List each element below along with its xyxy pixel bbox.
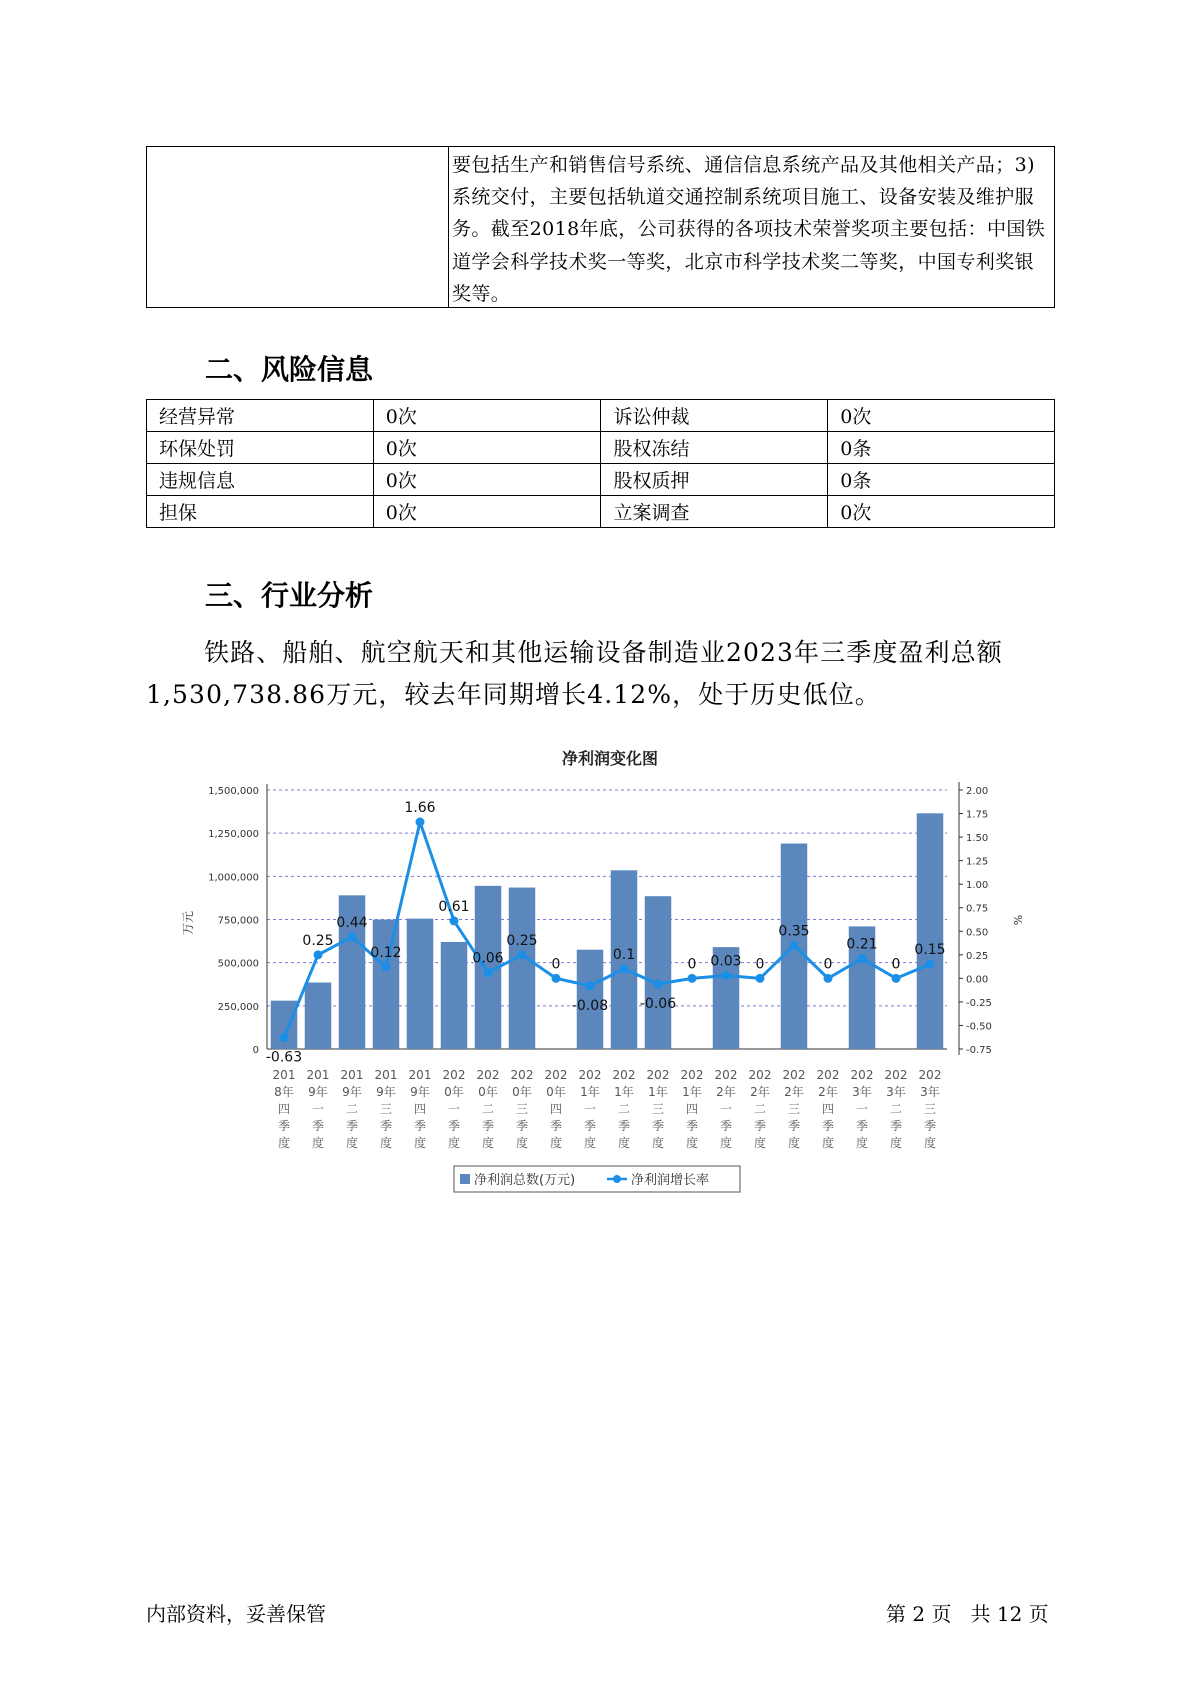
risk-value: 0次 (828, 496, 1055, 528)
y-tick-label: 250,000 (217, 1001, 259, 1013)
y2-tick-label: 0.00 (966, 974, 989, 986)
data-label: 0.12 (370, 945, 402, 962)
growth-rate-point (450, 916, 459, 925)
footer-confidential: 内部资料，妥善保管 (146, 1602, 326, 1626)
intro-line: 要包括生产和销售信号系统、通信信息系统产品及其他相关产品；3) (452, 154, 1035, 176)
data-label: 0 (551, 956, 561, 973)
x-tick-label: 季 (753, 1119, 767, 1133)
bar (509, 888, 536, 1049)
intro-line: 系统交付，主要包括轨道交通控制系统项目施工、设备安装及维护服 (452, 186, 1035, 209)
data-label: 0.61 (438, 898, 470, 915)
x-tick-label: 202 (476, 1068, 500, 1082)
bar (305, 983, 332, 1049)
y-tick-label: 1,000,000 (208, 872, 259, 884)
x-tick-label: 度 (685, 1136, 699, 1150)
growth-rate-point (416, 818, 425, 827)
x-tick-label: 201 (306, 1068, 330, 1082)
x-tick-label: 202 (748, 1068, 772, 1082)
data-label: 0.35 (778, 923, 810, 940)
x-tick-label: 度 (651, 1136, 665, 1150)
risk-label: 违规信息 (147, 464, 374, 496)
y2-tick-label: -0.50 (966, 1021, 992, 1033)
x-tick-label: 度 (617, 1136, 631, 1150)
intro-line: 务。截至2018年底，公司获得的各项技术荣誉奖项主要包括：中国铁 (452, 218, 1046, 241)
x-tick-label: 1年 (614, 1085, 634, 1099)
risk-label: 股权冻结 (601, 432, 828, 464)
x-tick-label: 202 (782, 1068, 806, 1082)
x-tick-label: 202 (884, 1068, 908, 1082)
x-tick-label: 0年 (444, 1085, 464, 1099)
y-tick-label: 0 (252, 1045, 259, 1056)
x-tick-label: 四 (277, 1102, 291, 1116)
risk-value: 0次 (373, 496, 601, 528)
x-tick-label: 季 (889, 1119, 903, 1133)
x-tick-label: 度 (549, 1136, 563, 1150)
x-tick-label: 202 (714, 1068, 738, 1082)
x-tick-label: 9年 (342, 1085, 362, 1099)
bar (645, 896, 672, 1049)
x-tick-label: 二 (889, 1102, 903, 1116)
data-label: 0.21 (846, 936, 878, 953)
data-label: 0.44 (336, 914, 368, 931)
x-tick-label: 202 (578, 1068, 602, 1082)
x-tick-label: 202 (612, 1068, 636, 1082)
x-tick-label: 0年 (512, 1085, 532, 1099)
x-tick-label: 9年 (410, 1085, 430, 1099)
data-label: 0 (755, 956, 765, 973)
x-tick-label: 度 (447, 1136, 461, 1150)
x-tick-label: 度 (413, 1136, 427, 1150)
x-tick-label: 一 (583, 1102, 597, 1116)
x-tick-label: 一 (719, 1102, 733, 1116)
y-tick-label: 500,000 (217, 958, 259, 970)
risk-value: 0次 (373, 400, 601, 432)
intro-line: 道学会科学技术奖一等奖，北京市科学技术奖二等奖，中国专利奖银 (452, 250, 1035, 273)
x-tick-label: 1年 (682, 1085, 702, 1099)
x-tick-label: 四 (549, 1102, 563, 1116)
growth-rate-point (756, 974, 765, 983)
x-tick-label: 度 (379, 1136, 393, 1150)
y2-tick-label: 1.25 (966, 856, 989, 868)
growth-rate-point (586, 981, 595, 990)
growth-rate-point (688, 974, 697, 983)
risk-label: 担保 (147, 496, 374, 528)
x-tick-label: 二 (753, 1102, 767, 1116)
data-label: 0.25 (506, 932, 538, 949)
x-tick-label: 季 (413, 1119, 427, 1133)
intro-table-label-cell (147, 147, 449, 307)
x-tick-label: 三 (787, 1102, 801, 1116)
x-tick-label: 季 (821, 1119, 835, 1133)
x-tick-label: 2年 (818, 1085, 838, 1099)
x-tick-label: 四 (413, 1102, 427, 1116)
growth-rate-point (348, 932, 357, 941)
x-tick-label: 季 (617, 1119, 631, 1133)
growth-rate-point (892, 974, 901, 983)
x-tick-label: 度 (277, 1136, 291, 1150)
y2-tick-label: 0.25 (966, 950, 989, 962)
x-tick-label: 1年 (580, 1085, 600, 1099)
x-tick-label: 201 (408, 1068, 432, 1082)
bar (917, 813, 944, 1049)
y-tick-label: 1,500,000 (208, 786, 259, 797)
x-tick-label: 季 (855, 1119, 869, 1133)
growth-rate-point (790, 941, 799, 950)
y2-tick-label: 1.75 (966, 809, 989, 821)
x-tick-label: 季 (583, 1119, 597, 1133)
x-tick-label: 度 (515, 1136, 529, 1150)
risk-value: 0条 (828, 432, 1055, 464)
y2-tick-label: 1.00 (966, 880, 989, 892)
x-tick-label: 202 (680, 1068, 704, 1082)
growth-rate-point (314, 950, 323, 959)
x-tick-label: 3年 (920, 1085, 940, 1099)
risk-label: 股权质押 (601, 464, 828, 496)
y2-tick-label: 2.00 (966, 786, 989, 797)
x-tick-label: 度 (787, 1136, 801, 1150)
bar (407, 919, 434, 1049)
x-tick-label: 0年 (478, 1085, 498, 1099)
y2-tick-label: -0.25 (966, 997, 992, 1009)
x-tick-label: 202 (544, 1068, 568, 1082)
x-tick-label: 季 (481, 1119, 495, 1133)
x-tick-label: 季 (651, 1119, 665, 1133)
y-axis-label: 万元 (181, 910, 195, 936)
x-tick-label: 3年 (886, 1085, 906, 1099)
risk-label: 环保处罚 (147, 432, 374, 464)
data-label: -0.63 (265, 1049, 303, 1066)
chart-title: 净利润变化图 (561, 749, 659, 768)
data-label: 0.25 (302, 932, 334, 949)
x-tick-label: 季 (515, 1119, 529, 1133)
footer-page-number: 第 2 页 共 12 页 (886, 1602, 1049, 1626)
x-tick-label: 202 (510, 1068, 534, 1082)
y-tick-label: 1,250,000 (208, 829, 259, 841)
intro-table-content-cell (452, 147, 1054, 310)
risk-value: 0次 (373, 464, 601, 496)
y2-axis-label: % (1011, 914, 1024, 926)
x-tick-label: 2年 (784, 1085, 804, 1099)
data-label: 1.66 (404, 800, 436, 817)
x-tick-label: 四 (821, 1102, 835, 1116)
legend-swatch-dot (613, 1175, 621, 1183)
x-tick-label: 201 (374, 1068, 398, 1082)
y2-tick-label: 0.50 (966, 927, 989, 939)
risk-label: 经营异常 (147, 400, 374, 432)
data-label: 0.1 (612, 946, 636, 963)
x-tick-label: 8年 (274, 1085, 294, 1099)
x-tick-label: 202 (442, 1068, 466, 1082)
growth-rate-point (484, 968, 493, 977)
bar (441, 942, 468, 1049)
x-tick-label: 一 (447, 1102, 461, 1116)
data-label: 0 (823, 956, 833, 973)
x-tick-label: 三 (651, 1102, 665, 1116)
x-tick-label: 1年 (648, 1085, 668, 1099)
legend-swatch-bar (460, 1174, 470, 1184)
x-tick-label: 度 (311, 1136, 325, 1150)
growth-rate-point (382, 963, 391, 972)
legend-label: 净利润增长率 (631, 1173, 710, 1188)
growth-rate-point (926, 960, 935, 969)
x-tick-label: 季 (923, 1119, 937, 1133)
y2-tick-label: 1.50 (966, 833, 989, 845)
intro-table (146, 146, 1055, 308)
x-tick-label: 三 (379, 1102, 393, 1116)
y2-tick-label: -0.75 (966, 1045, 992, 1056)
risk-label: 诉讼仲裁 (601, 400, 828, 432)
table-row (147, 496, 1055, 528)
x-tick-label: 度 (855, 1136, 869, 1150)
y-tick-label: 750,000 (217, 915, 259, 927)
x-tick-label: 四 (685, 1102, 699, 1116)
risk-heading: 二、风险信息 (205, 353, 374, 386)
data-label: 0 (891, 956, 901, 973)
intro-line: 奖等。 (452, 282, 511, 305)
x-tick-label: 季 (447, 1119, 461, 1133)
growth-rate-point (552, 974, 561, 983)
data-label: 0.06 (472, 950, 504, 967)
bar (373, 920, 400, 1050)
x-tick-label: 季 (379, 1119, 393, 1133)
x-tick-label: 度 (753, 1136, 767, 1150)
x-tick-label: 202 (918, 1068, 942, 1082)
x-tick-label: 度 (345, 1136, 359, 1150)
x-tick-label: 一 (311, 1102, 325, 1116)
x-tick-label: 季 (311, 1119, 325, 1133)
y2-tick-label: 0.75 (966, 903, 989, 915)
growth-rate-point (620, 964, 629, 973)
data-label: -0.06 (639, 996, 677, 1013)
risk-value: 0条 (828, 464, 1055, 496)
x-tick-label: 季 (719, 1119, 733, 1133)
x-tick-label: 度 (923, 1136, 937, 1150)
x-tick-label: 度 (583, 1136, 597, 1150)
x-tick-label: 季 (277, 1119, 291, 1133)
data-label: -0.08 (571, 997, 609, 1014)
x-tick-label: 度 (719, 1136, 733, 1150)
x-tick-label: 度 (481, 1136, 495, 1150)
growth-rate-point (722, 971, 731, 980)
x-tick-label: 二 (481, 1102, 495, 1116)
x-tick-label: 2年 (716, 1085, 736, 1099)
x-tick-label: 三 (515, 1102, 529, 1116)
growth-rate-point (858, 954, 867, 963)
x-tick-label: 二 (345, 1102, 359, 1116)
risk-value: 0次 (373, 432, 601, 464)
x-tick-label: 度 (821, 1136, 835, 1150)
risk-table (146, 399, 1055, 528)
growth-rate-point (824, 974, 833, 983)
x-tick-label: 202 (850, 1068, 874, 1082)
x-tick-label: 9年 (376, 1085, 396, 1099)
x-tick-label: 一 (855, 1102, 869, 1116)
risk-value: 0次 (828, 400, 1055, 432)
data-label: 0.15 (914, 942, 946, 959)
x-tick-label: 季 (787, 1119, 801, 1133)
table-row (147, 464, 1055, 496)
x-tick-label: 2年 (750, 1085, 770, 1099)
x-tick-label: 季 (549, 1119, 563, 1133)
x-tick-label: 三 (923, 1102, 937, 1116)
x-tick-label: 季 (345, 1119, 359, 1133)
legend-label: 净利润总数(万元) (474, 1173, 576, 1188)
x-tick-label: 202 (646, 1068, 670, 1082)
growth-rate-point (654, 980, 663, 989)
net-profit-chart (160, 740, 1024, 1200)
x-tick-label: 9年 (308, 1085, 328, 1099)
industry-paragraph-line: 1,530,738.86万元，较去年同期增长4.12%，处于历史低位。 (146, 680, 881, 709)
risk-label: 立案调查 (601, 496, 828, 528)
industry-heading: 三、行业分析 (205, 579, 374, 612)
x-tick-label: 二 (617, 1102, 631, 1116)
data-label: 0.03 (710, 953, 742, 970)
x-tick-label: 度 (889, 1136, 903, 1150)
x-tick-label: 201 (272, 1068, 296, 1082)
x-tick-label: 3年 (852, 1085, 872, 1099)
x-tick-label: 0年 (546, 1085, 566, 1099)
data-label: 0 (687, 956, 697, 973)
x-tick-label: 季 (685, 1119, 699, 1133)
growth-rate-point (280, 1033, 289, 1042)
growth-rate-point (518, 950, 527, 959)
table-row (147, 400, 1055, 432)
x-tick-label: 201 (340, 1068, 364, 1082)
x-tick-label: 202 (816, 1068, 840, 1082)
table-row (147, 432, 1055, 464)
industry-paragraph-line: 铁路、船舶、航空航天和其他运输设备制造业2023年三季度盈利总额 (204, 638, 1003, 667)
